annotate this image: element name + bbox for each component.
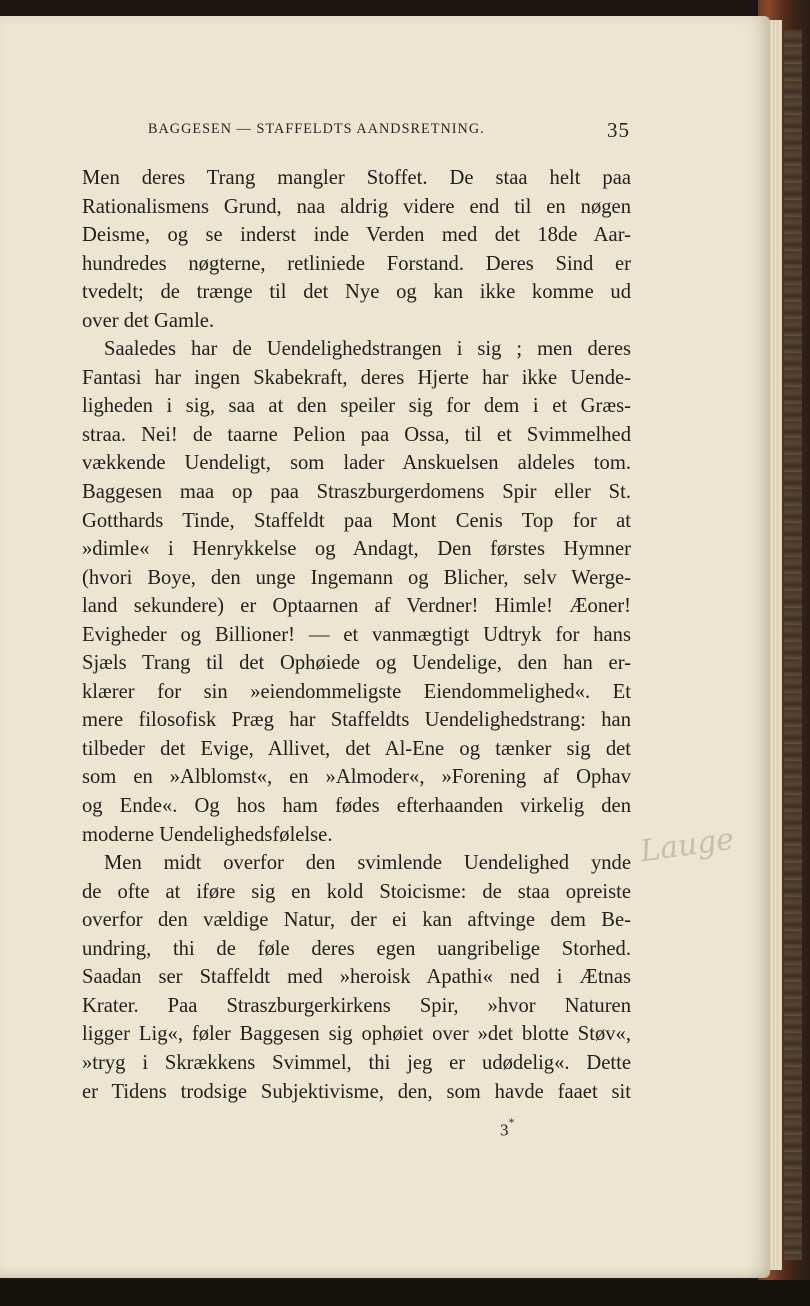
text-line: overfor den vældige Natur, der ei kan aftvinge dem Be- — [82, 909, 631, 932]
page-header — [148, 118, 630, 142]
text-line: Fantasi har ingen Skabekraft, deres Hjerte har ikke Uende- — [82, 366, 631, 389]
text-line: Saaledes har de Uendelighedstrangen i sig ; men deres — [104, 338, 631, 361]
text-line: Baggesen maa op paa Straszburgerdomens Spir eller St. — [82, 481, 631, 504]
text-line: straa. Nei! de taarne Pelion paa Ossa, til et Svimmelhed — [82, 423, 631, 446]
scan-bottom-edge — [0, 1280, 810, 1306]
text-line: Krater. Paa Straszburgerkirkens Spir, »hvor Naturen — [82, 994, 631, 1017]
signature-number: 3 — [500, 1120, 509, 1140]
text-line: som en »Alblomst«, en »Almoder«, »Forening af Ophav — [82, 766, 631, 789]
text-line: (hvori Boye, den unge Ingemann og Blicher, selv Werge- — [82, 566, 631, 589]
text-line: Men deres Trang mangler Stoffet. De staa helt paa — [82, 167, 631, 189]
text-line: Gotthards Tinde, Staffeldt paa Mont Cenis Top for at — [82, 509, 631, 532]
text-line: over det Gamle. — [82, 309, 215, 332]
text-line: Men midt overfor den svimlende Uendelighed ynde — [104, 852, 631, 875]
text-line: vækkende Uendeligt, som lader Anskuelsen aldeles tom. — [82, 452, 631, 475]
text-line: »dimle« i Henrykkelse og Andagt, Den førstes Hymner — [82, 538, 631, 561]
body-text — [82, 164, 631, 1106]
book-spine — [784, 30, 802, 1260]
text-line: Sjæls Trang til det Ophøiede og Uendelige, den han er- — [82, 652, 631, 675]
text-line: »tryg i Skrækkens Svimmel, thi jeg er udødelig«. Dette — [82, 1051, 631, 1074]
text-line: hundredes nøgterne, retliniede Forstand. Deres Sind er — [82, 252, 631, 275]
text-line: er Tidens trodsige Subjektivisme, den, som havde faaet sit — [82, 1080, 631, 1103]
signature-mark — [500, 1115, 515, 1141]
text-line: Deisme, og se inderst inde Verden med det 18de Aar- — [82, 224, 631, 247]
text-line: de ofte at iføre sig en kold Stoicisme: de staa opreiste — [82, 880, 631, 903]
text-line: ligger Lig«, føler Baggesen sig ophøiet over »det blotte Støv«, — [82, 1023, 631, 1046]
text-line: tvedelt; de trænge til det Nye og kan ikke komme ud — [82, 281, 631, 304]
signature-star: * — [508, 1115, 515, 1129]
text-line: og Ende«. Og hos ham fødes efterhaanden virkelig den — [82, 795, 631, 818]
text-line: moderne Uendelighedsfølelse. — [82, 823, 333, 846]
text-line: land sekundere) er Optaarnen af Verdner! Himle! Æoner! — [82, 595, 631, 618]
margin-pencil-note: Lauge — [638, 821, 737, 870]
text-line: Evigheder og Billioner! — et vanmægtigt Udtryk for hans — [82, 623, 631, 646]
text-line: ligheden i sig, saa at den speiler sig for dem i et Græs- — [82, 395, 631, 418]
text-line: tilbeder det Evige, Allivet, det Al-Ene og tænker sig det — [82, 737, 631, 760]
text-line: klærer for sin »eiendommeligste Eiendommelighed«. Et — [82, 680, 631, 703]
text-line: Rationalismens Grund, naa aldrig videre end til en nøgen — [82, 195, 631, 218]
running-head: BAGGESEN — STAFFELDTS AANDSRETNING. — [148, 121, 485, 137]
text-line: undring, thi de føle deres egen uangribelige Storhed. — [82, 937, 631, 960]
text-line: Saadan ser Staffeldt med »heroisk Apathi« ned i Ætnas — [82, 966, 631, 989]
page-number: 35 — [607, 118, 630, 142]
text-line: mere filosofisk Præg har Staffeldts Uendelighedstrang: han — [82, 709, 631, 732]
